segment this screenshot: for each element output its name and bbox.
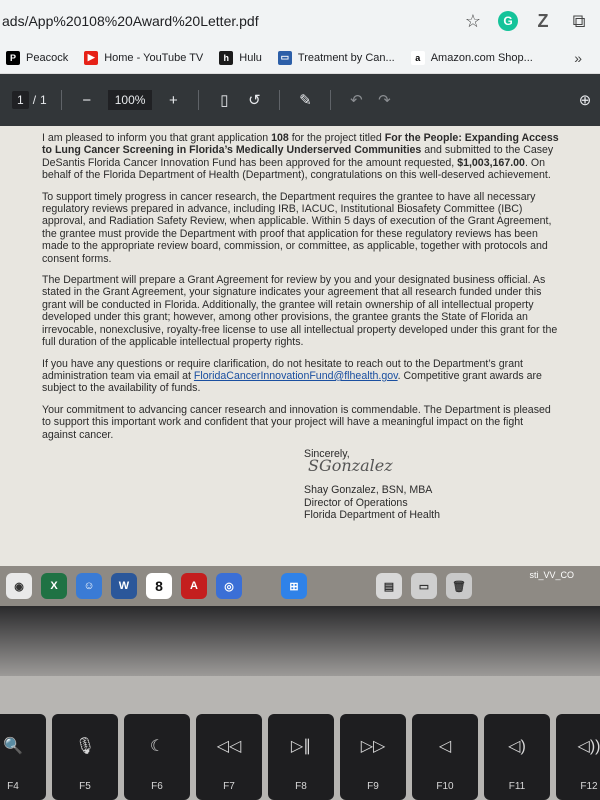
- project-title: For the People: Expanding Access to Lung Cancer Screening in Florida’s Medically Underserved Communities: [42, 132, 559, 157]
- pdf-toolbar: [0, 74, 600, 126]
- extensions-icon[interactable]: ⧉: [572, 10, 586, 31]
- play-pause-icon: ▷∥: [290, 738, 312, 755]
- paragraph-contact: If you have any questions or require clarification, do not hesitate to reach out to the Department’s grant administration team via email at FloridaCancerInnovationFund@flhealth.gov. Competitive grant awards are subject to the availability of funds.: [42, 357, 542, 395]
- zoom-level-input[interactable]: 100%: [108, 90, 153, 110]
- dock-window-label: sti_VV_CO: [529, 570, 574, 580]
- function-key-f4[interactable]: [0, 714, 46, 800]
- acrobat-app-icon[interactable]: A: [181, 573, 207, 599]
- laptop-bezel: [0, 606, 600, 676]
- safari-app-icon[interactable]: ◎: [216, 573, 242, 599]
- grammarly-icon[interactable]: G: [498, 11, 518, 31]
- finder-app-icon[interactable]: ☺: [76, 573, 102, 599]
- zoom-in-button[interactable]: +: [169, 91, 178, 109]
- bookmark-item[interactable]: [6, 51, 68, 65]
- function-key-f7[interactable]: [196, 714, 262, 800]
- paragraph-award: I am pleased to inform you that grant application 108 for the project titled For the People: Expanding Access to Lung Cancer Screening in Florida’s Medically Underserved Communities and submitted to the Casey DeSantis Florida Cancer Innovation Fund has been approved for the amount requested, $1,003,167.00. On behalf of the Florida Department of Health (Department), congratulations on this well-deserved achievement.: [42, 132, 559, 182]
- bookmark-label: Amazon.com Shop...: [430, 51, 533, 64]
- fit-page-icon[interactable]: ▯: [220, 92, 229, 109]
- excel-app-icon[interactable]: X: [41, 573, 67, 599]
- closing-text: Sincerely,: [304, 447, 350, 460]
- search-icon: 🔍: [3, 738, 23, 755]
- redo-icon[interactable]: ↷: [378, 92, 391, 109]
- calendar-app-icon[interactable]: 8: [146, 573, 172, 599]
- bookmarks-bar: [0, 42, 600, 74]
- browser-url-bar[interactable]: [0, 0, 600, 42]
- microphone-icon: 🎙: [74, 738, 96, 755]
- signature-block: [42, 448, 560, 522]
- more-actions-icon[interactable]: ⊕: [578, 92, 592, 109]
- pdf-page: [0, 126, 600, 566]
- function-key-f5[interactable]: [52, 714, 118, 800]
- bookmark-label: Home - YouTube TV: [104, 51, 204, 64]
- function-key-f10[interactable]: [412, 714, 478, 800]
- bookmark-item[interactable]: [219, 51, 262, 65]
- fast-forward-icon: ▷▷: [360, 738, 386, 755]
- function-key-f12[interactable]: [556, 714, 600, 800]
- function-key-f8[interactable]: [268, 714, 334, 800]
- bookmark-label: Peacock: [26, 51, 69, 64]
- bookmark-favicon-icon: a: [411, 51, 425, 65]
- bookmark-favicon-icon: ▶: [84, 51, 98, 65]
- bookmark-favicon-icon: P: [6, 51, 20, 65]
- star-icon[interactable]: ☆: [464, 10, 482, 31]
- mute-icon: ◁: [438, 738, 452, 755]
- page-current-input[interactable]: 1: [12, 91, 29, 109]
- paragraph-agreement: The Department will prepare a Grant Agreement for review by you and your designated business official. As stated in the Grant Agreement, your signature indicates your agreement that all research funded under this grant will be conducted in Florida. Additionally, the grantee will retain ownership of all intellectual property developed under this grant; however, among other provisions, the grantee grants the State of Florida an irrevocable, nonexclusive, royalty-free license to use all intellectual property developed under this grant for the full duration of the applicable intellectual property rights.: [42, 274, 558, 349]
- bookmark-item[interactable]: [278, 51, 395, 65]
- email-link[interactable]: FloridaCancerInnovationFund@flhealth.gov: [193, 369, 398, 382]
- signature-image: SGonzalez: [308, 456, 393, 476]
- function-key-label: F12: [580, 781, 598, 792]
- preview-app-icon[interactable]: ▤: [376, 573, 402, 599]
- award-amount: $1,003,167.00: [457, 156, 525, 169]
- paragraph-closing: Your commitment to advancing cancer research and innovation is commendable. The Department is pleased to support this important work and confident that your project will have a meaningful impact on the fight against cancer.: [42, 403, 551, 441]
- url-input[interactable]: ads/App%20108%20Award%20Letter.pdf: [2, 13, 259, 29]
- function-key-f11[interactable]: [484, 714, 550, 800]
- bookmarks-overflow-icon[interactable]: »: [574, 49, 582, 66]
- bookmark-item[interactable]: [84, 51, 203, 65]
- function-key-label: F5: [79, 781, 91, 792]
- appstore-app-icon[interactable]: ⊞: [281, 573, 307, 599]
- volume-up-icon: ◁)): [577, 738, 600, 755]
- function-key-label: F10: [436, 781, 454, 792]
- divider: [330, 90, 331, 110]
- signer-name: Shay Gonzalez, BSN, MBA: [304, 484, 433, 497]
- signer-title: Director of Operations: [304, 496, 408, 509]
- function-key-f9[interactable]: [340, 714, 406, 800]
- bookmark-favicon-icon: h: [219, 51, 233, 65]
- signer-org: Florida Department of Health: [304, 509, 441, 522]
- function-key-label: F8: [295, 781, 307, 792]
- macos-dock: [0, 566, 600, 606]
- function-key-label: F6: [151, 781, 163, 792]
- trash-app-icon[interactable]: 🗑: [446, 573, 472, 599]
- annotate-pen-icon[interactable]: ✎: [299, 92, 312, 109]
- zotero-icon[interactable]: Z: [537, 10, 549, 31]
- function-key-label: F9: [367, 781, 379, 792]
- divider: [61, 90, 62, 110]
- screen-app-icon[interactable]: ▭: [411, 573, 437, 599]
- function-key-label: F4: [7, 781, 19, 792]
- function-key-f6[interactable]: [124, 714, 190, 800]
- divider: [198, 90, 199, 110]
- page-indicator: 1 / 1: [12, 91, 47, 109]
- volume-down-icon: ◁): [508, 738, 526, 755]
- function-key-label: F7: [223, 781, 235, 792]
- paragraph-regulatory: To support timely progress in cancer research, the Department requires the grantee to have all necessary regulatory reviews prepared in advance, including IRB, IACUC, Institutional Biosafety Committee (IBC) approval, and Radiation Safety Review, when applicable. Within 5 days of execution of the Grant Agreement, the grantee must provide the Department with proof that application for these regulatory reviews has been made to the appropriate review board, commission, or committee, as applicable, together with protocols and consent forms.: [42, 190, 552, 265]
- moon-icon: ☾: [149, 738, 165, 755]
- rewind-icon: ◁◁: [216, 738, 242, 755]
- bookmark-label: Treatment by Can...: [297, 51, 395, 64]
- bookmark-label: Hulu: [239, 51, 262, 64]
- function-key-label: F11: [508, 781, 526, 792]
- zoom-out-button[interactable]: −: [82, 91, 92, 109]
- undo-icon[interactable]: ↶: [350, 92, 363, 109]
- word-app-icon[interactable]: W: [111, 573, 137, 599]
- bookmark-favicon-icon: ▭: [278, 51, 292, 65]
- chrome-app-icon[interactable]: ◉: [6, 573, 32, 599]
- bookmark-item[interactable]: [411, 51, 533, 65]
- page-total: 1: [40, 93, 47, 107]
- divider: [279, 90, 280, 110]
- rotate-icon[interactable]: ↺: [248, 92, 261, 109]
- application-number: 108: [271, 132, 289, 144]
